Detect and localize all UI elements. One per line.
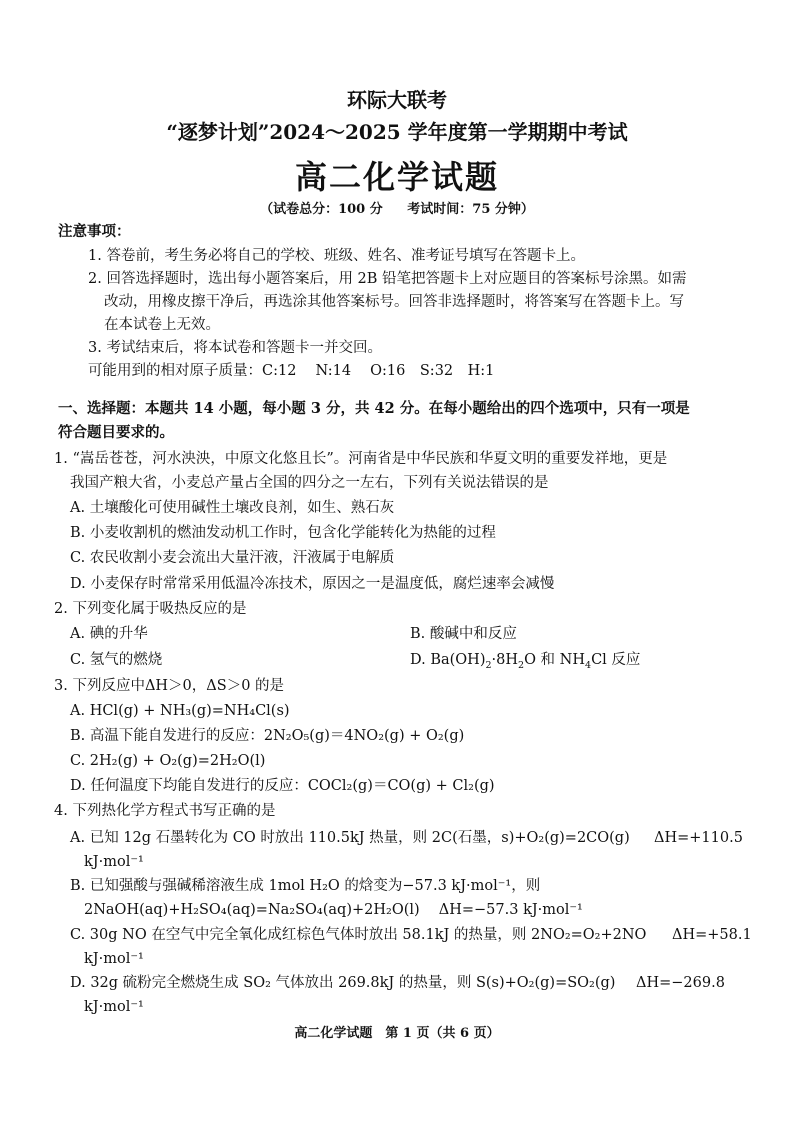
note-3: 3. 考试结束后，将本试卷和答题卡一并交回。 xyxy=(88,340,382,356)
q2-option-c: C. 氢气的燃烧 xyxy=(70,652,163,668)
q3-option-c: C. 2H₂(g) + O₂(g)=2H₂O(l) xyxy=(70,753,266,769)
q3-stem: 3. 下列反应中ΔH＞0，ΔS＞0 的是 xyxy=(54,678,285,694)
q4-option-d-dh: ΔH=−269.8 xyxy=(636,975,725,991)
q2-option-b: B. 酸碱中和反应 xyxy=(410,626,517,642)
q1-stem-cont: 我国产粮大省，小麦总产量占全国的四分之一左右，下列有关说法错误的是 xyxy=(70,475,549,491)
section-1-heading-cont: 符合题目要求的。 xyxy=(58,424,174,441)
q4-option-a: A. 已知 12g 石墨转化为 CO 时放出 110.5kJ 热量，则 2C(石墨，s)+O₂(g)=2CO(g) xyxy=(70,830,630,846)
note-2c: 在本试卷上无效。 xyxy=(104,317,220,333)
q3-option-d: D. 任何温度下均能自发进行的反应：COCl₂(g)＝CO(g) + Cl₂(g) xyxy=(70,778,495,794)
q1-option-a: A. 土壤酸化可使用碱性土壤改良剂，如生、熟石灰 xyxy=(70,500,395,516)
q1-option-c: C. 农民收割小麦会流出大量汗液，汗液属于电解质 xyxy=(70,550,395,566)
exam-meta xyxy=(0,198,794,217)
q1-option-d: D. 小麦保存时常常采用低温冷冻技术，原因之一是温度低，腐烂速率会减慢 xyxy=(70,576,555,592)
q1-stem: 1. “嵩岳苍苍，河水泱泱，中原文化悠且长”。河南省是中华民族和华夏文明的重要发祥地，更是 xyxy=(54,451,668,467)
note-2a: 2. 回答选择题时，选出每小题答案后，用 2B 铅笔把答题卡上对应题目的答案标号涂黑。如需 xyxy=(88,271,687,287)
q4-option-c-dh: ΔH=+58.1 xyxy=(672,927,752,943)
q4-option-a-dh: ΔH=+110.5 xyxy=(654,830,743,846)
q4-option-a-unit: kJ·mol⁻¹ xyxy=(84,854,144,870)
q3-option-a: A. HCl(g) + NH₃(g)=NH₄Cl(s) xyxy=(70,703,290,719)
page-title: 高二化学试题 xyxy=(294,158,499,196)
section-1-heading: 一、选择题：本题共 14 小题，每小题 3 分，共 42 分。在每小题给出的四个选项中，只有一项是 xyxy=(58,400,690,417)
notes-heading: 注意事项： xyxy=(58,223,131,240)
q4-option-d-unit: kJ·mol⁻¹ xyxy=(84,999,144,1015)
page-footer: 高二化学试题 第 1 页（共 6 页） xyxy=(294,1026,500,1041)
q4-option-c: C. 30g NO 在空气中完全氧化成红棕色气体时放出 58.1kJ 的热量，则 2NO₂=O₂+2NO xyxy=(70,927,647,943)
note-2b: 改动，用橡皮擦干净后，再选涂其他答案标号。回答非选择题时，将答案写在答题卡上。写 xyxy=(104,294,684,310)
q2-option-d: D. $Ba(OH)_2\cdot 8H_2O$ 和 $NH_4Cl$ 反应 xyxy=(410,652,641,671)
total-score: （试卷总分：100 分 xyxy=(260,202,383,217)
exam-time: 考试时间：75 分钟） xyxy=(407,202,534,217)
q4-option-b: B. 已知强酸与强碱稀溶液生成 1mol H₂O 的焓变为−57.3 kJ·mol⁻¹，则 xyxy=(70,878,541,894)
exam-organizer: 环际大联考 xyxy=(347,88,447,112)
q1-option-b: B. 小麦收割机的燃油发动机工作时，包含化学能转化为热能的过程 xyxy=(70,525,496,541)
q4-option-b-eq: 2NaOH(aq)+H₂SO₄(aq)=Na₂SO₄(aq)+2H₂O(l) ΔH=−57.3 kJ·mol⁻¹ xyxy=(84,902,583,918)
q3-option-b: B. 高温下能自发进行的反应：2N₂O₅(g)＝4NO₂(g) + O₂(g) xyxy=(70,728,465,744)
note-1: 1. 答卷前，考生务必将自己的学校、班级、姓名、准考证号填写在答题卡上。 xyxy=(88,248,585,264)
q2-option-a: A. 碘的升华 xyxy=(70,626,148,642)
q4-option-c-unit: kJ·mol⁻¹ xyxy=(84,951,144,967)
exam-subtitle: “逐梦计划”2024～2025 学年度第一学期期中考试 xyxy=(166,120,628,144)
atomic-masses: 可能用到的相对原子质量：C:12 N:14 O:16 S:32 H:1 xyxy=(88,363,495,379)
q4-option-d: D. 32g 硫粉完全燃烧生成 SO₂ 气体放出 269.8kJ 的热量，则 S(s)+O₂(g)=SO₂(g) xyxy=(70,975,616,991)
q4-stem: 4. 下列热化学方程式书写正确的是 xyxy=(54,803,276,819)
q2-stem: 2. 下列变化属于吸热反应的是 xyxy=(54,601,247,617)
